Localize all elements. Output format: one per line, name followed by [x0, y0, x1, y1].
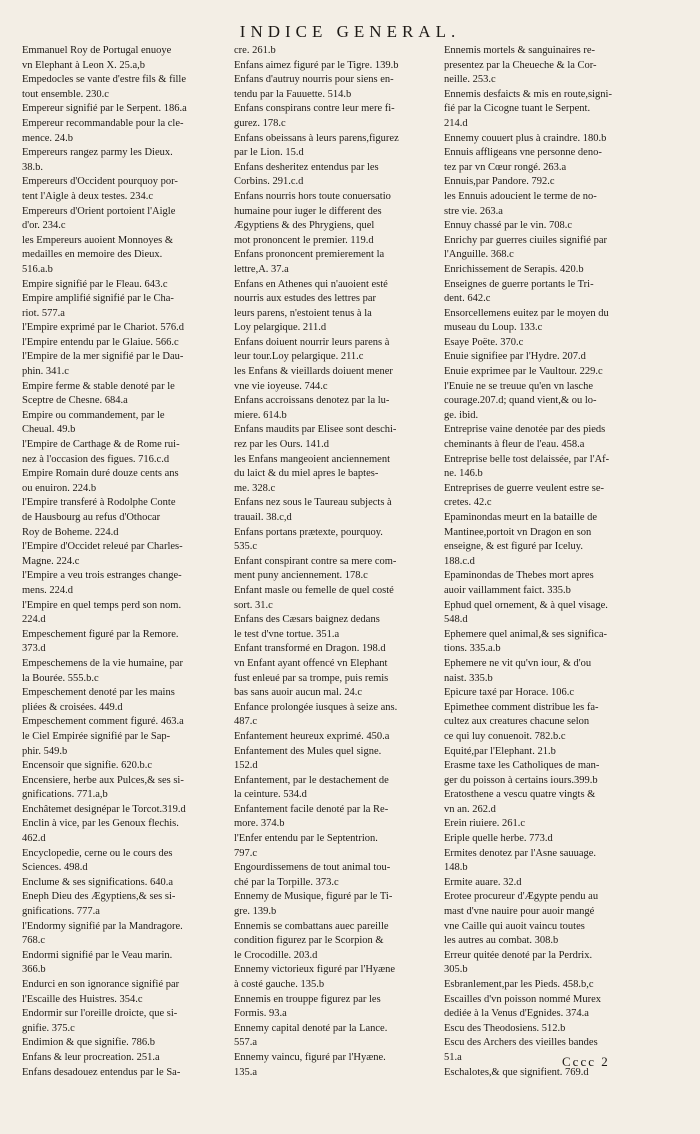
- index-entry-line: mens. 224.d: [22, 584, 74, 596]
- index-entry-line: Enuie signifiee par l'Hydre. 207.d: [444, 351, 586, 363]
- index-entry-line: cre. 261.b: [234, 45, 276, 56]
- index-entry-line: Eschalotes,& que signifient. 769.d: [444, 1066, 589, 1078]
- index-entry-line: Endimion & que signifie. 786.b: [22, 1037, 155, 1049]
- index-entry-line: le Crocodille. 203.d: [234, 949, 318, 961]
- index-entry-line: l'Anguille. 368.c: [444, 249, 514, 261]
- index-entry-line: gnifie. 375.c: [22, 1022, 75, 1034]
- index-entry-line: Esaye Poëte. 370.c: [444, 336, 524, 348]
- index-entry-line: Encensiere, herbe aux Pulces,& ses si-: [22, 774, 184, 786]
- index-entry-line: les Enfans mangeoient anciennement: [234, 453, 390, 465]
- index-entry-line: vn Enfant ayant offencé vn Elephant: [234, 657, 388, 669]
- index-entry-line: cultez aux creatures chacune selon: [444, 716, 590, 728]
- index-entry-line: l'Empire a veu trois estranges change-: [22, 570, 182, 582]
- index-entry-line: phir. 549.b: [22, 745, 68, 757]
- index-entry-line: 516.a.b: [22, 263, 53, 275]
- index-entry-line: Sciences. 498.d: [22, 862, 88, 874]
- index-entry-line: vn an. 262.d: [444, 803, 496, 815]
- index-entry-line: gurez. 178.c: [234, 117, 286, 129]
- index-entry-line: dediée à la Venus d'Egnides. 374.a: [444, 1008, 589, 1020]
- index-entry-line: l'Empire exprimé par le Chariot. 576.d: [22, 322, 184, 334]
- index-entry-line: Empeschement denoté par les mains: [22, 687, 175, 699]
- index-entry-line: Enseignes de guerre portants le Tri-: [444, 278, 594, 290]
- index-entry-line: Erreur quitée denoté par la Perdrix.: [444, 949, 593, 961]
- index-entry-line: Empereur signifié par le Serpent. 186.a: [22, 103, 187, 115]
- index-column-2: [234, 44, 438, 1080]
- index-entry-line: la ceinture. 534.d: [234, 789, 307, 801]
- index-entry-line: Encensoir que signifie. 620.b.c: [22, 760, 153, 772]
- index-entry-line: Ennuy chassé par le vin. 708.c: [444, 220, 573, 232]
- index-entry-line: Endormir sur l'oreille droicte, que si-: [22, 1008, 178, 1020]
- index-entry-line: Enuie exprimee par le Vaultour. 229.c: [444, 366, 603, 378]
- index-entry-line: Empereurs d'Orient portoient l'Aigle: [22, 205, 176, 217]
- index-entry-line: Sceptre de Chesne. 684.a: [22, 395, 128, 407]
- index-entry-line: Corbins. 291.c.d: [234, 176, 304, 188]
- index-entry-line: Ennuis,par Pandore. 792.c: [444, 176, 555, 188]
- index-entry-line: ger du poisson à certains iours.399.b: [444, 774, 598, 786]
- index-entry-line: nez à l'occasion des figues. 716.c.d: [22, 453, 170, 465]
- index-entry-line: l'Empire entendu par le Glaiue. 566.c: [22, 336, 179, 348]
- index-entry-line: Ephud quel ornement, & à quel visage.: [444, 599, 608, 611]
- index-entry-line: trauail. 38.c,d: [234, 512, 292, 523]
- index-column-1: [22, 44, 228, 1080]
- index-entry-line: de Hausbourg au refus d'Othocar: [22, 512, 161, 523]
- index-entry-line: gnifications. 777.a: [22, 906, 100, 918]
- index-entry-line: pliées & croisées. 449.d: [22, 701, 123, 713]
- index-entry-line: tions. 335.a.b: [444, 643, 501, 655]
- index-entry-line: 305.b: [444, 964, 468, 976]
- index-entry-line: Escu des Archers des vieilles bandes: [444, 1037, 598, 1049]
- index-entry-line: 38.b.: [22, 161, 43, 173]
- index-entry-line: 366.b: [22, 964, 46, 976]
- index-entry-line: Enfant conspirant contre sa mere com-: [234, 555, 397, 567]
- index-entry-line: 768.c: [22, 935, 46, 947]
- index-entry-line: Magne. 224.c: [22, 555, 80, 567]
- index-entry-line: Ennemy capital denoté par la Lance.: [234, 1022, 388, 1034]
- index-entry-line: l'Endormy signifié par la Mandragore.: [22, 920, 183, 932]
- index-entry-line: Emmanuel Roy de Portugal enuoye: [22, 45, 172, 56]
- index-entry-line: Epimethee comment distribue les fa-: [444, 701, 599, 713]
- index-entry-line: Enfans aimez figuré par le Tigre. 139.b: [234, 59, 399, 71]
- index-entry-line: 214.d: [444, 117, 468, 129]
- index-entry-line: Erasme taxe les Catholiques de man-: [444, 760, 600, 772]
- index-entry-line: Enrichissement de Serapis. 420.b: [444, 263, 584, 275]
- index-entry-line: nourris aux estudes des lettres par: [234, 293, 377, 305]
- index-entry-line: Enfantement facile denoté par la Re-: [234, 803, 389, 815]
- index-entry-line: Enrichy par guerres ciuiles signifié par: [444, 234, 607, 246]
- index-entry-line: du laict & du miel apres le baptes-: [234, 468, 379, 480]
- index-entry-line: Epaminondas de Thebes mort apres: [444, 570, 594, 582]
- index-entry-line: Ermites denotez par l'Asne sauuage.: [444, 847, 597, 859]
- index-entry-line: les Ennuis adoucient le terme de no-: [444, 190, 597, 202]
- index-entry-line: Empeschemens de la vie humaine, par: [22, 657, 183, 669]
- index-entry-line: Escu des Theodosiens. 512.b: [444, 1022, 566, 1034]
- index-entry-line: Equité,par l'Elephant. 21.b: [444, 745, 556, 757]
- index-entry-line: Roy de Boheme. 224.d: [22, 526, 119, 538]
- index-entry-line: Enfans nez sous le Taureau subjects à: [234, 497, 392, 509]
- index-entry-line: mast d'vne nauire pour auoir mangé: [444, 906, 595, 918]
- index-entry-line: Empereur recommandable pour la cle-: [22, 117, 184, 129]
- index-entry-line: Enfantement des Mules quel signe.: [234, 745, 382, 757]
- index-entry-line: l'Empire d'Occidet releué par Charles-: [22, 541, 183, 553]
- index-entry-line: Enfans portans prætexte, pourquoy.: [234, 526, 383, 538]
- index-entry-line: Mantinee,portoit vn Dragon en son: [444, 526, 592, 538]
- index-entry-line: Eneph Dieu des Ægyptiens,& ses si-: [22, 891, 176, 903]
- index-entry-line: Eriple quelle herbe. 773.d: [444, 833, 553, 845]
- index-entry-line: Ennemy victorieux figuré par l'Hyæne: [234, 964, 396, 976]
- index-entry-line: Empeschement figuré par la Remore.: [22, 628, 179, 640]
- index-entry-line: Ennemis se combattans auec pareille: [234, 920, 389, 932]
- index-entry-line: par le Lion. 15.d: [234, 147, 304, 159]
- index-entry-line: Enfans & leur procreation. 251.a: [22, 1051, 160, 1063]
- index-entry-line: Empereurs rangez parmy les Dieux.: [22, 147, 173, 159]
- index-entry-line: Enfans maudits par Elisee sont deschi-: [234, 424, 397, 436]
- index-entry-line: d'or. 234.c: [22, 220, 66, 232]
- index-entry-line: 535.c: [234, 541, 258, 553]
- index-entry-line: courage.207.d; quand vient,& ou lo-: [444, 395, 597, 407]
- index-entry-line: sort. 31.c: [234, 599, 273, 611]
- index-entry-line: Empire Romain duré douze cents ans: [22, 468, 179, 480]
- index-entry-line: Enfans doiuent nourrir leurs parens à: [234, 336, 390, 348]
- index-entry-line: Ensorcellemens euitez par le moyen du: [444, 307, 609, 319]
- index-entry-line: Entreprise vaine denotée par des pieds: [444, 424, 606, 436]
- index-entry-line: 373.d: [22, 643, 46, 655]
- index-entry-line: Ennemis en trouppe figurez par les: [234, 993, 381, 1005]
- index-entry-line: cheminants à fleur de l'eau. 458.a: [444, 439, 585, 451]
- index-entry-line: Empire ou commandement, par le: [22, 409, 165, 421]
- index-entry-line: Enfans en Athenes qui n'auoient esté: [234, 278, 388, 290]
- index-entry-line: ou enuiron. 224.b: [22, 482, 97, 494]
- index-entry-line: Ephemere quel animal,& ses significa-: [444, 628, 607, 640]
- index-entry-line: Erotee procureur d'Ægypte pendu au: [444, 891, 599, 903]
- signature-mark: Cccc 2: [562, 1054, 610, 1069]
- index-entry-line: Enfans desheritez entendus par les: [234, 161, 379, 173]
- index-entry-line: 135.a: [234, 1066, 258, 1078]
- index-entry-line: Ermite auare. 32.d: [444, 876, 522, 888]
- index-entry-line: Empedocles se vante d'estre fils & fille: [22, 74, 187, 86]
- index-entry-line: 797.c: [234, 847, 258, 859]
- index-entry-line: à costé gauche. 135.b: [234, 979, 325, 990]
- index-entry-line: leurs parens, n'estoient tenus à la: [234, 307, 372, 319]
- index-entry-line: Enfans prononcent premierement la: [234, 249, 385, 261]
- index-entry-line: Empire ferme & stable denoté par le: [22, 380, 175, 392]
- index-entry-line: 188.c.d: [444, 555, 475, 567]
- index-column-3: [444, 44, 658, 1080]
- index-entry-line: Enfantement, par le destachement de: [234, 774, 389, 786]
- index-entry-line: Esbranlement,par les Pieds. 458.b,c: [444, 979, 594, 990]
- index-entry-line: Endormi signifié par le Veau marin.: [22, 949, 173, 961]
- index-entry-line: gnifications. 771.a,b: [22, 789, 108, 801]
- index-entry-line: cretes. 42.c: [444, 497, 492, 509]
- index-entry-line: lettre,A. 37.a: [234, 263, 289, 275]
- index-entry-line: mence. 24.b: [22, 132, 74, 144]
- index-entry-line: Ennuis affligeans vne personne deno-: [444, 147, 602, 159]
- index-entry-line: naist. 335.b: [444, 672, 493, 684]
- index-entry-line: le test d'vne tortue. 351.a: [234, 628, 340, 640]
- index-entry-line: museau du Loup. 133.c: [444, 322, 543, 334]
- index-entry-line: vn Elephant à Leon X. 25.a,b: [22, 59, 146, 71]
- index-entry-line: presentez par la Cheueche & la Cor-: [444, 59, 597, 71]
- index-entry-line: ge. ibid.: [444, 409, 479, 421]
- index-entry-line: la Bourée. 555.b.c: [22, 672, 99, 684]
- index-entry-line: ment puny anciennement. 178.c: [234, 570, 368, 582]
- index-entry-line: Ennemy couuert plus à craindre. 180.b: [444, 132, 607, 144]
- index-entry-line: Entreprises de guerre veulent estre se-: [444, 482, 605, 494]
- index-entry-line: me. 328.c: [234, 482, 276, 494]
- index-entry-line: stre vie. 263.a: [444, 205, 503, 217]
- index-entry-line: medailles en memoire des Dieux.: [22, 249, 163, 261]
- index-entry-line: Enchâtemet designépar le Torcot.319.d: [22, 803, 186, 815]
- index-entry-line: miere. 614.b: [234, 409, 287, 421]
- index-entry-line: le Ciel Empirée signifié par le Sap-: [22, 730, 171, 742]
- index-entry-line: Escailles d'vn poisson nommé Murex: [444, 993, 602, 1005]
- index-entry-line: l'Empire transferé à Rodolphe Conte: [22, 497, 176, 509]
- index-entry-line: phin. 341.c: [22, 366, 69, 378]
- index-entry-line: Enfans desadouez entendus par le Sa-: [22, 1066, 181, 1078]
- index-entry-line: fié par la Cicogne tuant le Serpent.: [444, 103, 591, 115]
- index-entry-line: Ephemere ne vit qu'vn iour, & d'ou: [444, 657, 592, 669]
- index-entry-line: auoir vaillamment faict. 335.b: [444, 584, 571, 596]
- index-entry-line: fust enleué par sa trompe, puis remis: [234, 672, 389, 684]
- index-entry-line: Epicure taxé par Horace. 106.c: [444, 687, 575, 699]
- index-entry-line: gre. 139.b: [234, 906, 277, 918]
- index-entry-line: 224.d: [22, 614, 46, 626]
- index-entry-line: tent l'Aigle à deux testes. 234.c: [22, 190, 154, 202]
- index-entry-line: vne vie ioyeuse. 744.c: [234, 380, 328, 392]
- index-entry-line: Enfans d'autruy nourris pour siens en-: [234, 74, 394, 86]
- index-entry-line: Ægyptiens & des Phrygiens, quel: [234, 220, 375, 232]
- index-entry-line: Enfans conspirans contre leur mere fi-: [234, 103, 395, 115]
- index-entry-line: riot. 577.a: [22, 307, 65, 319]
- index-entry-line: l'Enfer entendu par le Septentrion.: [234, 833, 378, 845]
- index-entry-line: l'Enuie ne se treuue qu'en vn lasche: [444, 380, 593, 392]
- index-entry-line: bas sans auoir aucun mal. 24.c: [234, 687, 363, 699]
- index-entry-line: Ennemy de Musique, figuré par le Ti-: [234, 891, 393, 903]
- index-entry-line: condition figurez par le Scorpion &: [234, 935, 384, 947]
- index-entry-line: ché par la Torpille. 373.c: [234, 876, 339, 888]
- index-entry-line: 152.d: [234, 760, 258, 772]
- index-entry-line: ne. 146.b: [444, 468, 483, 480]
- index-entry-line: rez par les Ours. 141.d: [234, 439, 330, 451]
- index-entry-line: l'Empire de Carthage & de Rome rui-: [22, 439, 180, 451]
- index-entry-line: 557.a: [234, 1037, 258, 1049]
- index-entry-line: Enfans des Cæsars baignez dedans: [234, 614, 380, 626]
- index-entry-line: Enfans nourris hors toute conuersatio: [234, 190, 391, 202]
- index-entry-line: Enfans accroissans denotez par la lu-: [234, 395, 390, 407]
- index-entry-line: les Empereurs auoient Monnoyes &: [22, 234, 174, 246]
- index-entry-line: 487.c: [234, 716, 258, 728]
- index-entry-line: Enfant masle ou femelle de quel costé: [234, 584, 394, 596]
- index-entry-line: Ennemy vaincu, figuré par l'Hyæne.: [234, 1051, 386, 1063]
- index-entry-line: Epaminondas meurt en la bataille de: [444, 512, 598, 523]
- index-entry-line: enseigne, & est figuré par Iceluy.: [444, 541, 583, 553]
- index-entry-line: leur tour.Loy pelargique. 211.c: [234, 351, 364, 363]
- index-entry-line: Cheual. 49.b: [22, 424, 76, 436]
- index-entry-line: Ennemis mortels & sanguinaires re-: [444, 45, 596, 56]
- index-entry-line: tez par vn Cœur rongé. 263.a: [444, 161, 567, 173]
- page-header: INDICE GENERAL.: [239, 22, 461, 41]
- index-entry-line: Enfans obeissans à leurs parens,figurez: [234, 132, 399, 144]
- index-entry-line: Enclin à vice, par les Genoux flechis.: [22, 818, 179, 830]
- index-entry-line: neille. 253.c: [444, 74, 496, 86]
- index-entry-line: 51.a: [444, 1051, 462, 1063]
- index-entry-line: Empire signifié par le Fleau. 643.c: [22, 278, 168, 290]
- index-entry-line: Ennemis desfaicts & mis en route,signi-: [444, 88, 612, 100]
- index-entry-line: Formis. 93.a: [234, 1008, 287, 1020]
- index-entry-line: mot prononcent le premier. 119.d: [234, 234, 374, 246]
- index-entry-line: dent. 642.c: [444, 293, 491, 305]
- index-entry-line: Encyclopedie, cerne ou le cours des: [22, 847, 173, 859]
- index-entry-line: Enfant transformé en Dragon. 198.d: [234, 643, 386, 655]
- index-entry-line: 548.d: [444, 614, 468, 626]
- index-entry-line: Empeschement comment figuré. 463.a: [22, 716, 184, 728]
- index-entry-line: l'Escaille des Huistres. 354.c: [22, 993, 143, 1005]
- index-entry-line: tout ensemble. 230.c: [22, 88, 109, 100]
- index-entry-line: Eratosthene a vescu quatre vingts &: [444, 789, 596, 801]
- index-entry-line: les Enfans & vieillards doiuent mener: [234, 366, 393, 378]
- index-entry-line: humaine pour iuger le different des: [234, 205, 382, 217]
- index-entry-line: l'Empire de la mer signifié par le Dau-: [22, 351, 184, 363]
- index-entry-line: Entreprise belle tost delaissée, par l'Af-: [444, 453, 610, 465]
- index-entry-line: Empereurs d'Occident pourquoy por-: [22, 176, 178, 188]
- index-entry-line: Loy pelargique. 211.d: [234, 322, 327, 334]
- index-entry-line: Endurci en son ignorance signifié par: [22, 979, 180, 990]
- index-entry-line: more. 374.b: [234, 818, 285, 830]
- index-entry-line: l'Empire en quel temps perd son nom.: [22, 599, 182, 611]
- index-entry-line: Enfantement heureux exprimé. 450.a: [234, 730, 390, 742]
- index-entry-line: 148.b: [444, 862, 468, 874]
- index-entry-line: 462.d: [22, 833, 46, 845]
- index-entry-line: Enclume & ses significations. 640.a: [22, 876, 174, 888]
- index-entry-line: Erein riuiere. 261.c: [444, 818, 526, 830]
- index-entry-line: Enfance prolongée iusques à seize ans.: [234, 701, 398, 713]
- index-entry-line: Engourdissemens de tout animal tou-: [234, 862, 391, 874]
- index-entry-line: Empire amplifié signifié par le Cha-: [22, 293, 174, 305]
- index-entry-line: tendu par la Fauuette. 514.b: [234, 88, 352, 100]
- index-entry-line: vne Caille qui auoit vaincu toutes: [444, 920, 585, 932]
- index-entry-line: les autres au combat. 308.b: [444, 935, 559, 947]
- index-entry-line: ce qui luy conuenoit. 782.b.c: [444, 730, 566, 742]
